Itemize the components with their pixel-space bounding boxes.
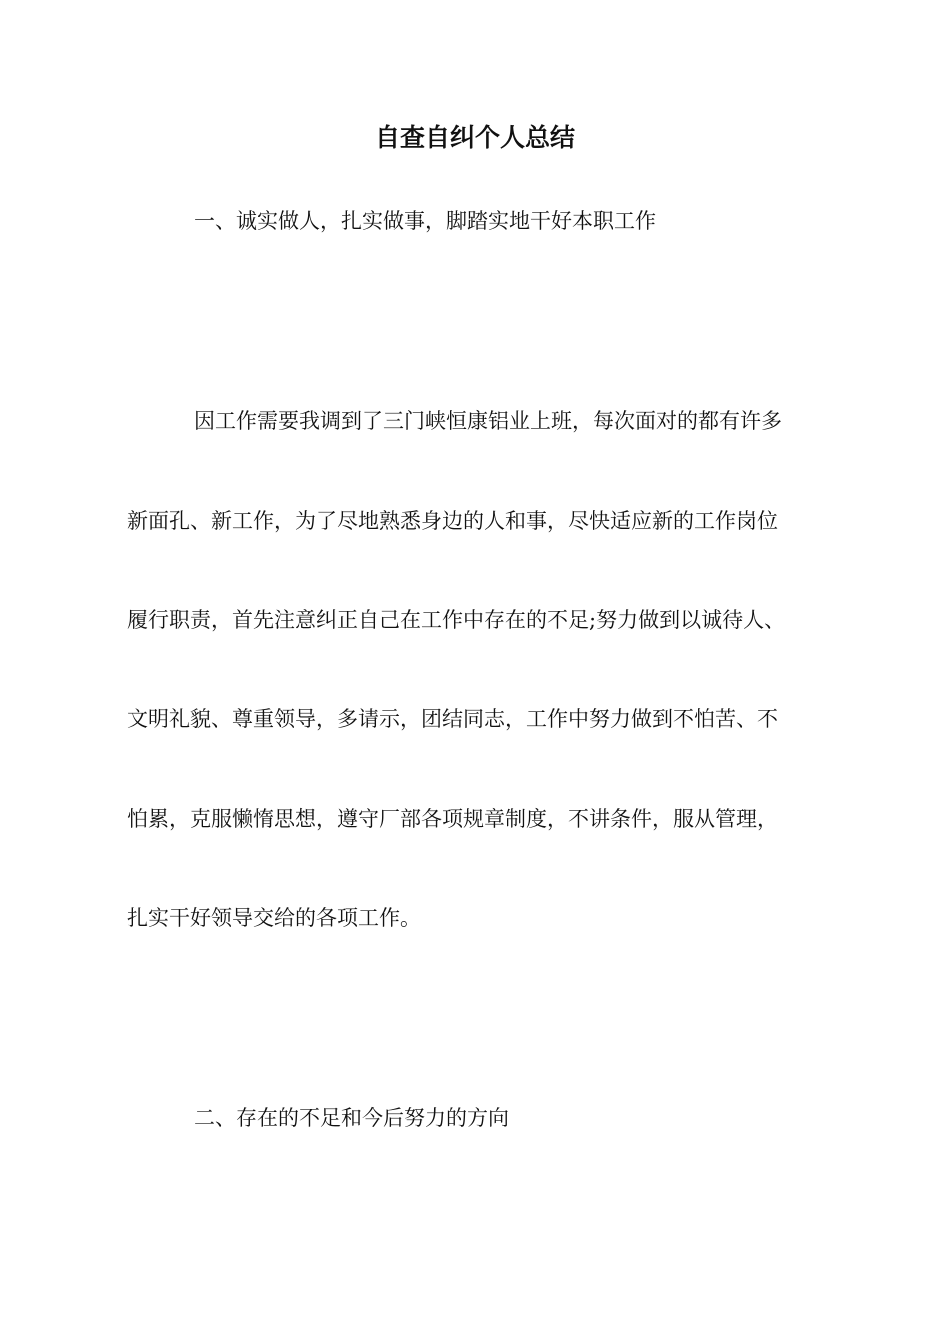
paragraph-line: 怕累，克服懒惰思想，遵守厂部各项规章制度，不讲条件，服从管理，: [127, 807, 778, 831]
paragraph-line: 因工作需要我调到了三门峡恒康铝业上班，每次面对的都有许多: [194, 409, 782, 433]
document-title: 自查自纠个人总结: [374, 123, 575, 152]
paragraph-line: 履行职责，首先注意纠正自己在工作中存在的不足;努力做到以诚待人、: [127, 608, 786, 632]
section-heading-1: 一、诚实做人，扎实做事，脚踏实地干好本职工作: [194, 209, 656, 233]
paragraph-line: 扎实干好领导交给的各项工作。: [127, 906, 421, 930]
section-heading-2: 二、存在的不足和今后努力的方向: [194, 1106, 509, 1130]
paragraph-line: 文明礼貌、尊重领导，多请示，团结同志，工作中努力做到不怕苦、不: [127, 707, 778, 731]
paragraph-line: 新面孔、新工作，为了尽地熟悉身边的人和事，尽快适应新的工作岗位: [127, 509, 778, 533]
